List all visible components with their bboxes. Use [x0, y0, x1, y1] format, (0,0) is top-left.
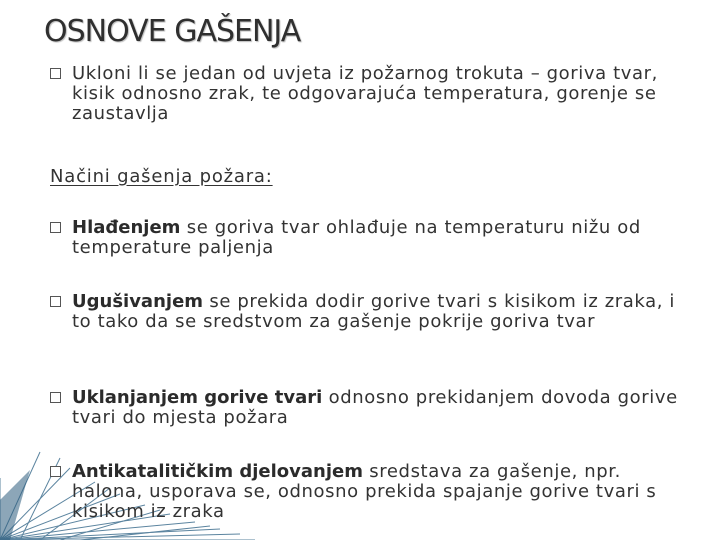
bullet-box-icon [50, 466, 61, 477]
method-item-cooling [50, 218, 690, 258]
bullet-box-icon [50, 296, 61, 307]
intro-text: Ukloni li se jedan od uvjeta iz požarnog trokuta – goriva tvar, kisik odnosno zrak, te odgovarajuća temperatura, gorenje se zaustavlja [72, 63, 658, 124]
method-description: sredstava za gašenje, npr. halona, usporava se, odnosno prekida spajanje gorive tvari s kisikom iz zraka [72, 461, 657, 522]
method-keyword: Ugušivanjem [72, 291, 204, 312]
slide-title: OSNOVE GAŠENJA [44, 14, 301, 49]
method-keyword: Hlađenjem [72, 217, 181, 238]
method-item-anticatalytic [50, 462, 690, 522]
intro-bullet [50, 64, 690, 124]
bullet-box-icon [50, 222, 61, 233]
method-description: odnosno prekidanjem dovoda gorive tvari do mjesta požara [72, 387, 678, 428]
method-description: se goriva tvar ohlađuje na temperaturu nižu od temperature paljenja [72, 217, 641, 258]
bullet-box-icon [50, 68, 61, 79]
method-item-removal [50, 388, 690, 428]
method-item-smothering [50, 292, 690, 332]
bullet-box-icon [50, 392, 61, 403]
method-keyword: Uklanjanjem gorive tvari [72, 387, 323, 408]
method-keyword: Antikatalitičkim djelovanjem [72, 461, 363, 482]
section-heading: Načini gašenja požara: [50, 166, 273, 187]
method-description: se prekida dodir gorive tvari s kisikom iz zraka, i to tako da se sredstvom za gašenje pokrije goriva tvar [72, 291, 675, 332]
